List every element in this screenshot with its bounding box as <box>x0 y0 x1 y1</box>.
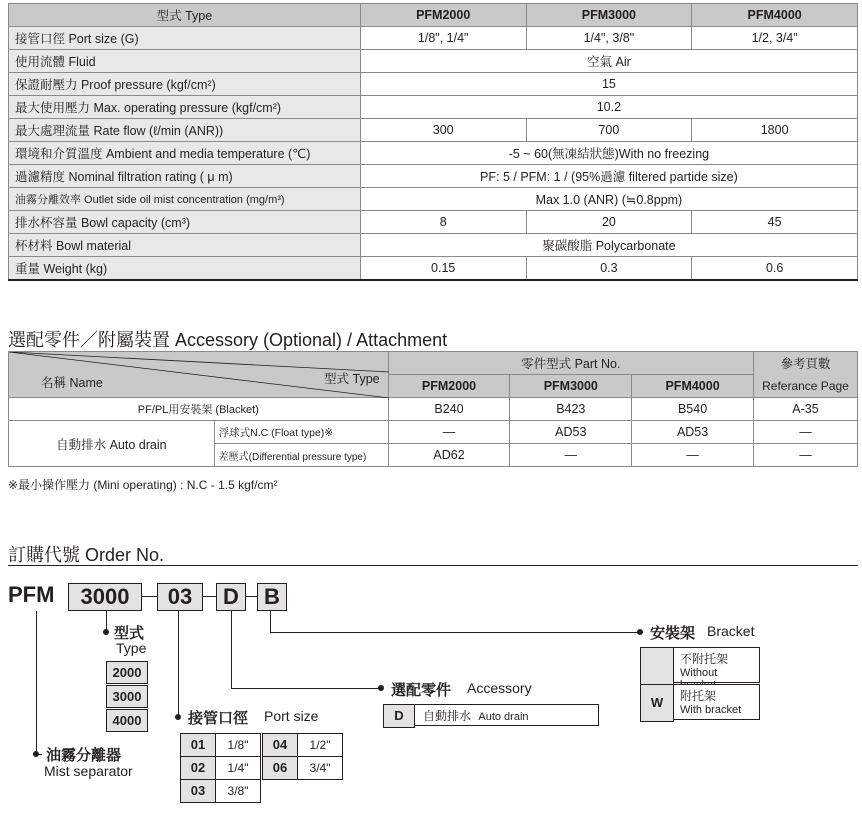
table-row <box>9 27 858 50</box>
accessory-label-en: Accessory <box>467 680 532 696</box>
code-type-box: 3000 <box>68 583 142 611</box>
cell: 0.6 <box>692 257 858 281</box>
type-label-zh: 型式 <box>114 625 145 642</box>
cell: 空氣 Air <box>360 50 857 73</box>
dash <box>202 596 216 597</box>
model-header: PFM2000 <box>388 375 510 398</box>
leader-line <box>231 688 381 689</box>
name-type-header-cell <box>9 352 389 398</box>
order-section-title: 訂購代號 Order No. <box>8 545 165 565</box>
ref-header-en: Referance Page <box>753 375 857 398</box>
cell: 45 <box>692 211 858 234</box>
port-size: 1/2" <box>297 733 343 757</box>
bullet-dot <box>637 629 643 635</box>
cell: 300 <box>360 119 526 142</box>
cell: — <box>510 444 632 467</box>
bullet-dot <box>103 629 109 635</box>
leader-line <box>36 611 37 754</box>
port-label-en: Port size <box>264 708 319 724</box>
spec-header-pfm3000: PFM3000 <box>526 4 692 27</box>
model-header: PFM3000 <box>510 375 632 398</box>
table-row <box>9 73 858 96</box>
cell: — <box>753 421 857 444</box>
model-header: PFM4000 <box>632 375 754 398</box>
table-row <box>9 165 858 188</box>
bullet-dot <box>175 714 181 720</box>
bracket-option-en: Without <box>680 667 718 679</box>
spec-header-pfm2000: PFM2000 <box>360 4 526 27</box>
accessory-label-zh: 選配零件 <box>391 682 452 699</box>
accessory-desc-en: Auto drain <box>478 711 529 723</box>
leader-line <box>270 611 271 632</box>
type-option: 3000 <box>106 685 148 708</box>
table-row <box>9 142 858 165</box>
table-row <box>9 234 858 257</box>
spec-header-pfm4000: PFM4000 <box>692 4 858 27</box>
cell: 0.3 <box>526 257 692 281</box>
auto-drain-name: 自動排水 Auto drain <box>9 421 215 467</box>
cell: 1800 <box>692 119 858 142</box>
divider <box>8 565 858 566</box>
cell: B540 <box>632 398 754 421</box>
bracket-option-zh: 不附托架 <box>680 652 729 666</box>
type-option: 2000 <box>106 661 148 684</box>
differential-type: 差壓式(Differential pressure type) <box>214 444 388 467</box>
bracket-option-en: With bracket <box>680 704 742 716</box>
row-label-temperature: 環境和介質溫度 Ambient and media temperature (℃) <box>9 142 361 165</box>
spec-header-row <box>9 4 858 27</box>
leader-line <box>231 611 232 688</box>
cell: 20 <box>526 211 692 234</box>
table-row <box>9 398 858 421</box>
order-prefix: PFM <box>8 582 55 607</box>
table-row <box>9 96 858 119</box>
accessory-desc <box>414 704 599 726</box>
cell: 1/4", 3/8" <box>526 27 692 50</box>
code-port-box: 03 <box>157 583 203 611</box>
cell: 8 <box>360 211 526 234</box>
port-label-zh: 接管口徑 <box>188 710 249 727</box>
cell: 15 <box>360 73 857 96</box>
name-header: 名稱 Name <box>41 376 103 390</box>
float-type: 浮球式N.C (Float type)※ <box>214 421 388 444</box>
dash <box>245 596 257 597</box>
table-row <box>9 119 858 142</box>
bullet-dot <box>378 685 384 691</box>
bracket-option <box>673 647 760 683</box>
cell: 0.15 <box>360 257 526 281</box>
port-size: 3/8" <box>215 779 261 803</box>
code-bracket-box: B <box>257 583 287 611</box>
cell: 700 <box>526 119 692 142</box>
spec-header-type: 型式 Type <box>9 4 361 27</box>
bracket-label-zh: 安裝架 <box>650 625 696 642</box>
port-code: 01 <box>180 733 216 757</box>
cell: PF: 5 / PFM: 1 / (95%過濾 filtered partide size) <box>360 165 857 188</box>
port-code: 02 <box>180 756 216 780</box>
table-row <box>9 421 858 444</box>
leader-line <box>178 611 179 717</box>
cell: 聚碳酸脂 Polycarbonate <box>360 234 857 257</box>
cell: Max 1.0 (ANR) (≒0.8ppm) <box>360 188 857 211</box>
port-code: 03 <box>180 779 216 803</box>
bracket-name: PF/PL用安裝架 (Blacket) <box>9 398 389 421</box>
cell: A-35 <box>753 398 857 421</box>
cell: — <box>632 444 754 467</box>
table-row <box>9 188 858 211</box>
mist-label-en: Mist separator <box>44 763 133 779</box>
cell: 1/8", 1/4" <box>360 27 526 50</box>
cell: 1/2, 3/4" <box>692 27 858 50</box>
row-label-proof-pressure: 保證耐壓力 Proof pressure (kgf/cm²) <box>9 73 361 96</box>
bracket-label-en: Bracket <box>707 623 755 639</box>
port-size: 1/4" <box>215 756 261 780</box>
table-row <box>9 211 858 234</box>
spec-table <box>8 3 858 281</box>
accessory-section-title: 選配零件／附屬裝置 Accessory (Optional) / Attachment <box>8 330 448 350</box>
cell: B240 <box>388 398 510 421</box>
cell: AD53 <box>510 421 632 444</box>
accessory-desc-zh: 自動排水 <box>423 709 472 723</box>
bullet-dot <box>33 751 39 757</box>
row-label-filtration: 過濾精度 Nominal filtration rating ( μ m) <box>9 165 361 188</box>
port-code: 04 <box>262 733 298 757</box>
bracket-code: W <box>640 684 674 722</box>
mist-label-zh: 油霧分離器 <box>46 747 122 764</box>
row-label-bowl-material: 杯材料 Bowl material <box>9 234 361 257</box>
leader-line <box>270 632 640 633</box>
row-label-port-size: 接管口徑 Port size (G) <box>9 27 361 50</box>
row-label-max-pressure: 最大使用壓力 Max. operating pressure (kgf/cm²) <box>9 96 361 119</box>
code-accessory-box: D <box>216 583 246 611</box>
accessory-table <box>8 351 858 467</box>
row-label-rate-flow: 最大處理流量 Rate flow (ℓ/min (ANR)) <box>9 119 361 142</box>
cell: — <box>753 444 857 467</box>
bracket-code <box>640 647 674 685</box>
part-no-header: 零件型式 Part No. <box>388 352 753 375</box>
table-row <box>9 50 858 73</box>
type-option: 4000 <box>106 709 148 732</box>
ref-header-zh: 參考頁數 <box>753 352 857 375</box>
accessory-header-row-1 <box>9 352 858 375</box>
type-label-en: Type <box>116 640 147 656</box>
row-label-fluid: 使用流體 Fluid <box>9 50 361 73</box>
type-header: 型式 Type <box>324 372 380 386</box>
table-row <box>9 257 858 281</box>
cell: AD53 <box>632 421 754 444</box>
row-label-oil-mist: 油霧分離效率 Outlet side oil mist concentration (mg/m³) <box>9 188 361 211</box>
port-size: 1/8" <box>215 733 261 757</box>
cell: -5 ~ 60(無凍結狀態)With no freezing <box>360 142 857 165</box>
bracket-option <box>673 684 760 720</box>
port-size: 3/4" <box>297 756 343 780</box>
cell: 10.2 <box>360 96 857 119</box>
row-label-weight: 重量 Weight (kg) <box>9 257 361 281</box>
dash <box>141 596 157 597</box>
bracket-option-zh: 附托架 <box>680 689 717 703</box>
accessory-code: D <box>383 704 415 728</box>
row-label-bowl-capacity: 排水杯容量 Bowl capacity (cm³) <box>9 211 361 234</box>
footnote: ※最小操作壓力 (Mini operating) : N.C - 1.5 kgf/cm² <box>8 478 278 492</box>
cell: AD62 <box>388 444 510 467</box>
port-code: 06 <box>262 756 298 780</box>
cell: B423 <box>510 398 632 421</box>
cell: — <box>388 421 510 444</box>
